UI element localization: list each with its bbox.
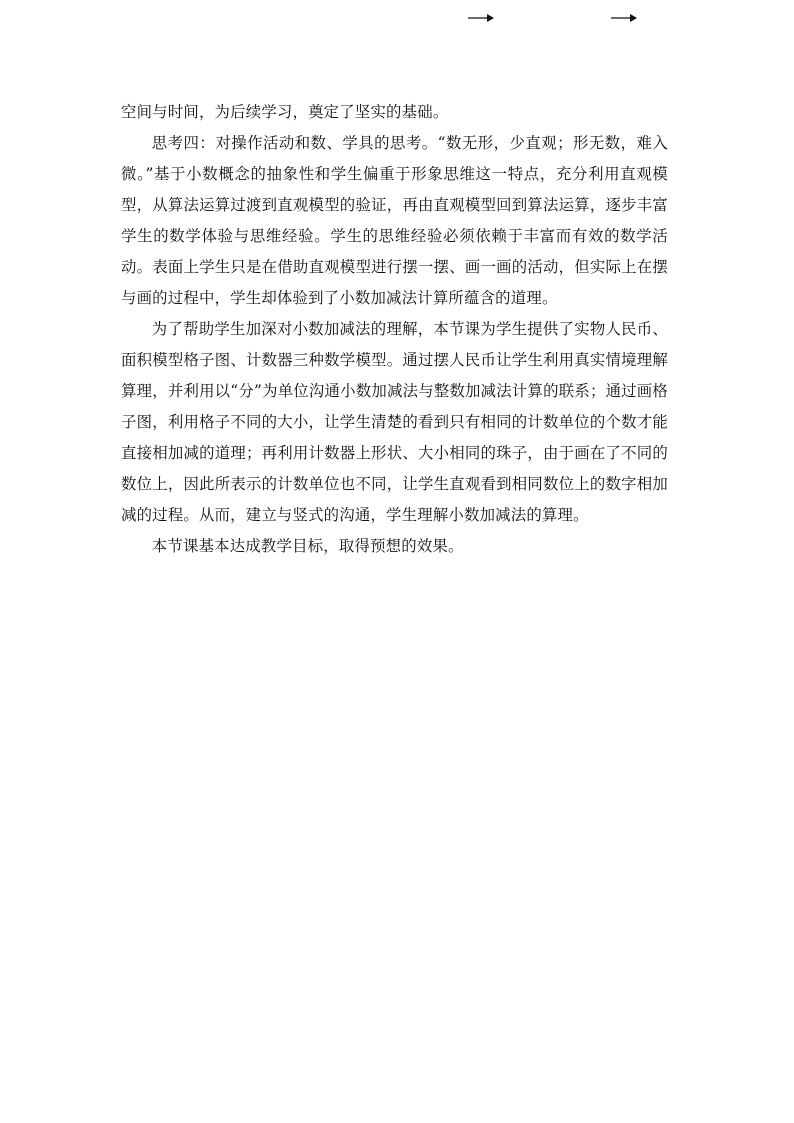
- paragraph-conclusion: 本节课基本达成教学目标，取得预想的效果。: [151, 537, 464, 555]
- paragraph-continuation: 空间与时间，为后续学习，奠定了坚实的基础。: [121, 103, 449, 121]
- paragraph-math-models: 为了帮助学生加深对小数加减法的理解，本节课为学生提供了实物人民币、面积模型格子图、计数器三种数学模型。通过摆人民币让学生利用真实情境理解算理，并利用以“分”为单位沟通小数加减法与整数加减法计算的联系；通过画格子图，利用格子不同的大小，让学生清楚的看到只有相同的计数单位的个数才能直接相加减的道理；再利用计数器上形状、大小相同的珠子，由于画在了不同的数位上，因此所表示的计数单位也不同，让学生直观看到相同数位上的数字相加减的过程。从而，建立与竖式的沟通，学生理解小数加减法的算理。: [121, 320, 668, 524]
- arrow-right-icon: [610, 11, 638, 25]
- document-body: [121, 97, 668, 562]
- arrow-right-icon: [467, 11, 495, 25]
- paragraph-thinking-four: 思考四：对操作活动和数、学具的思考。“数无形，少直观；形无数，难入微。”基于小数概念的抽象性和学生偏重于形象思维这一特点，充分利用直观模型，从算法运算过渡到直观模型的验证，再由直观模型回到算法运算，逐步丰富学生的数学体验与思维经验。学生的思维经验必须依赖于丰富而有效的数学活动。表面上学生只是在借助直观模型进行摆一摆、画一画的活动，但实际上在摆与画的过程中，学生却体验到了小数加减法计算所蕴含的道理。: [121, 134, 668, 307]
